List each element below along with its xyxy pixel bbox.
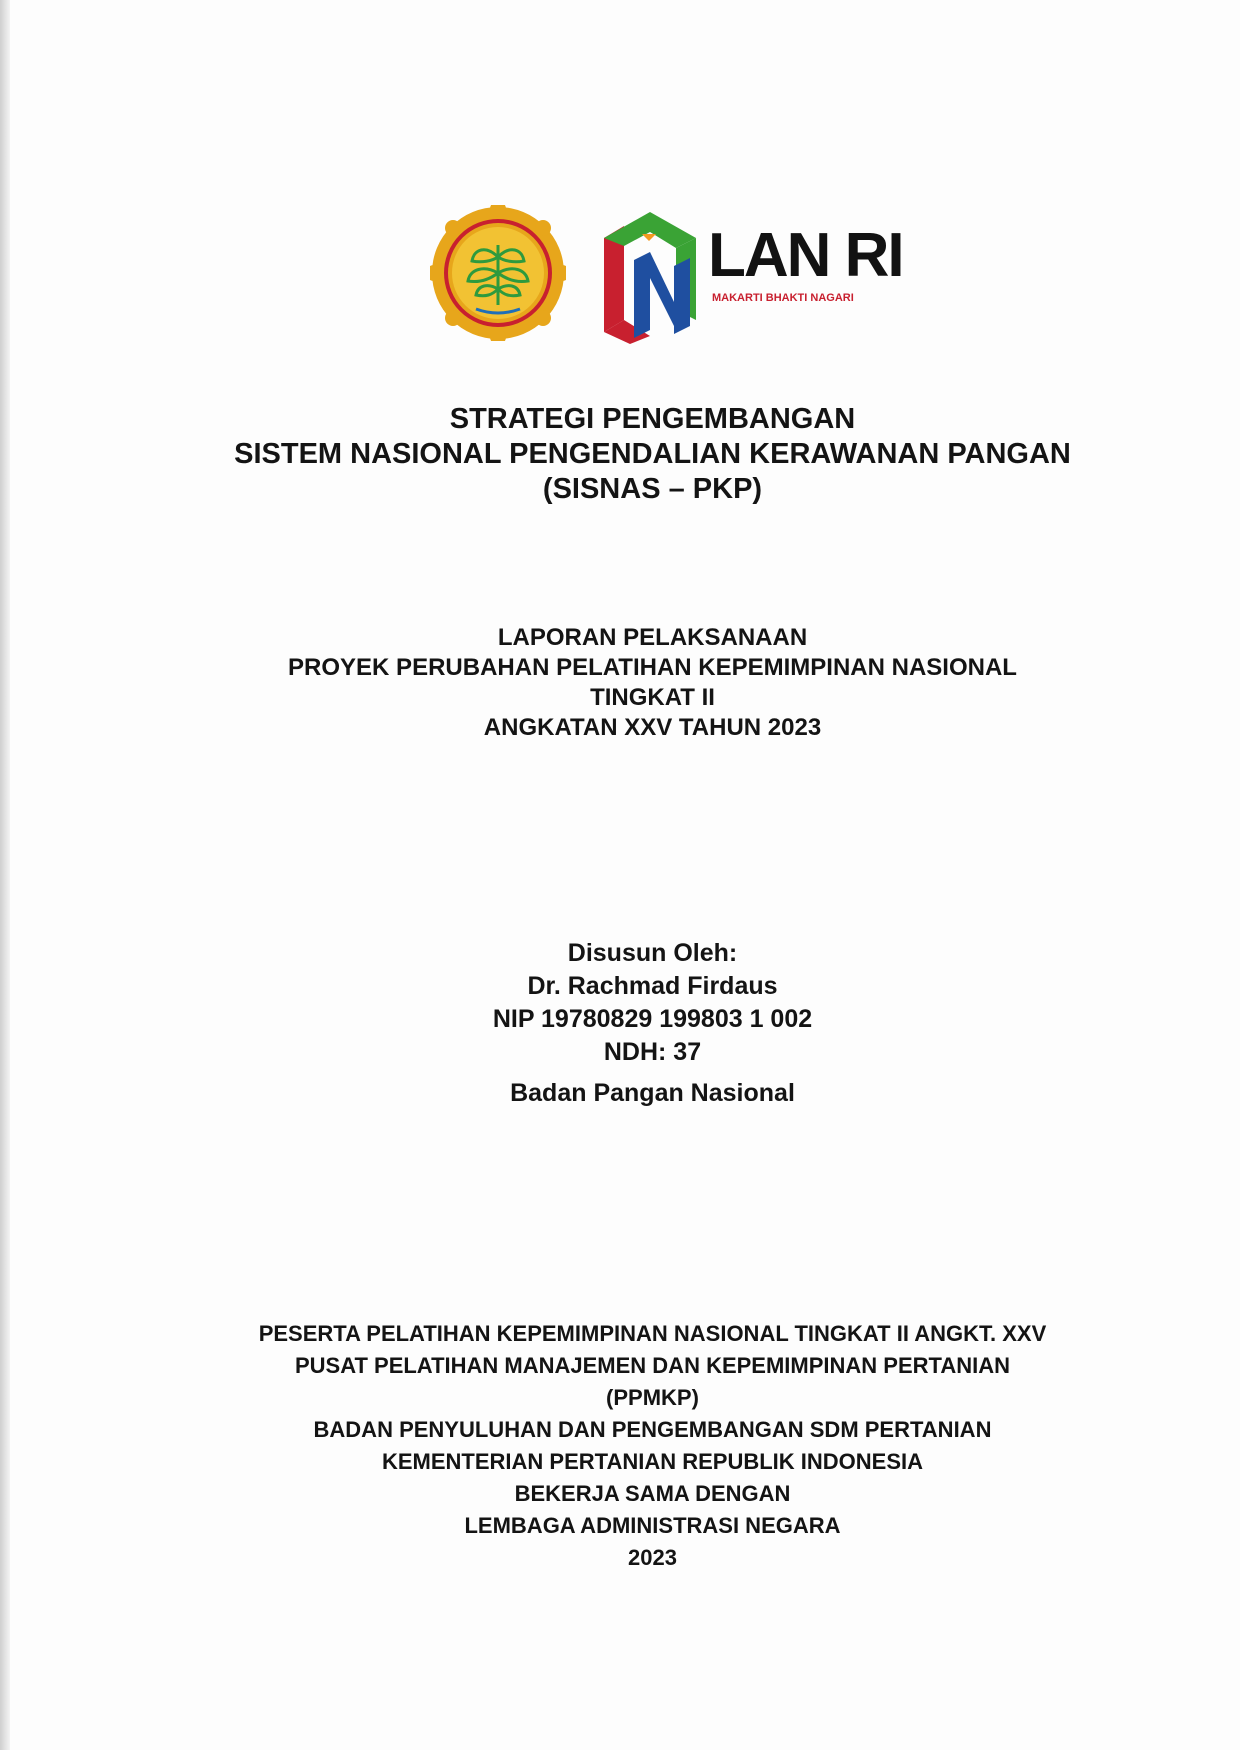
- logo-row: [430, 205, 910, 355]
- kementan-emblem-icon: [430, 205, 566, 341]
- footer-line: BADAN PENYULUHAN DAN PENGEMBANGAN SDM PERTANIAN: [313, 1417, 992, 1442]
- author-nip: NIP 19780829 199803 1 002: [492, 1005, 813, 1033]
- report-subtitle: [0, 623, 1240, 743]
- lan-ri-tagline: MAKARTI BHAKTI NAGARI: [712, 292, 854, 304]
- footer-line: PUSAT PELATIHAN MANAJEMEN DAN KEPEMIMPINAN PERTANIAN: [294, 1353, 1011, 1378]
- footer-block: [0, 1318, 1240, 1574]
- title-line: (SISNAS – PKP): [542, 473, 763, 505]
- footer-line: (PPMKP): [606, 1385, 699, 1410]
- report-line: LAPORAN PELAKSANAAN: [497, 624, 808, 651]
- author-institution: Badan Pangan Nasional: [510, 1079, 795, 1107]
- report-line: ANGKATAN XXV TAHUN 2023: [483, 714, 822, 741]
- document-title: [0, 402, 1240, 507]
- author-name: Dr. Rachmad Firdaus: [527, 972, 778, 1000]
- author-label: Disusun Oleh:: [567, 939, 738, 967]
- author-block: [0, 937, 1240, 1110]
- lan-ri-logo-text: LAN RI: [708, 221, 903, 290]
- footer-line: LEMBAGA ADMINISTRASI NEGARA: [464, 1513, 841, 1538]
- footer-line: 2023: [628, 1545, 677, 1570]
- author-ndh: NDH: 37: [603, 1038, 702, 1066]
- footer-line: PESERTA PELATIHAN KEPEMIMPINAN NASIONAL TINGKAT II ANGKT. XXV: [258, 1321, 1047, 1346]
- footer-line: BEKERJA SAMA DENGAN: [514, 1481, 791, 1506]
- title-line: STRATEGI PENGEMBANGAN: [449, 403, 856, 435]
- footer-line: KEMENTERIAN PERTANIAN REPUBLIK INDONESIA: [381, 1449, 924, 1474]
- title-line: SISTEM NASIONAL PENGENDALIAN KERAWANAN PANGAN: [234, 438, 1071, 470]
- report-line: PROYEK PERUBAHAN PELATIHAN KEPEMIMPINAN NASIONAL: [288, 654, 1017, 681]
- report-line: TINGKAT II: [590, 684, 715, 711]
